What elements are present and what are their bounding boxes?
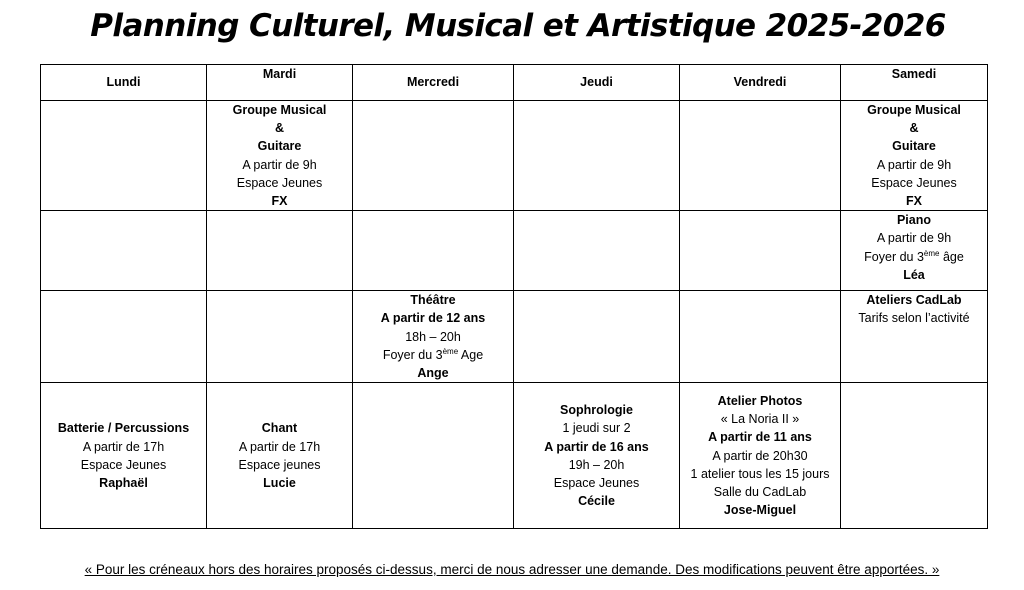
table-row	[41, 211, 988, 291]
footer-note: « Pour les créneaux hors des horaires proposés ci-dessus, merci de nous adresser une demande. Des modifications peuvent être apportées. »	[84, 562, 940, 577]
activity-place: Foyer du 3ème Age	[382, 346, 484, 362]
activity-teacher: Cécile	[578, 494, 615, 509]
header-jeudi: Jeudi	[514, 65, 680, 101]
cell-mercredi	[353, 101, 514, 211]
activity-place: Espace Jeunes	[80, 457, 167, 472]
header-samedi: Samedi	[841, 65, 988, 101]
activity-age: A partir de 16 ans	[544, 439, 649, 454]
activity-place: Salle du CadLab	[713, 485, 807, 500]
activity-name: Théâtre	[410, 293, 456, 308]
table-row	[41, 383, 988, 529]
activity-teacher: Jose-Miguel	[723, 503, 797, 518]
activity-teacher: Raphaël	[99, 475, 148, 490]
activity-frequency: 1 jeudi sur 2	[562, 421, 631, 436]
activity-time: A partir de 9h	[876, 157, 952, 172]
cell-samedi	[841, 383, 988, 529]
activity-place: Espace Jeunes	[871, 175, 957, 190]
cell-lundi	[41, 101, 207, 211]
cell-mercredi-theatre	[353, 291, 514, 383]
cell-mardi	[207, 291, 353, 383]
activity-time: A partir de 9h	[242, 157, 317, 172]
header-mercredi: Mercredi	[353, 65, 514, 101]
cell-mardi-chant	[207, 383, 353, 529]
activity-name: &	[909, 121, 919, 136]
activity-teacher: FX	[271, 194, 288, 209]
activity-place: Espace jeunes	[238, 457, 321, 472]
activity-teacher: Léa	[903, 267, 925, 282]
table-row	[41, 101, 988, 211]
activity-time: A partir de 17h	[238, 439, 321, 454]
cell-jeudi	[514, 101, 680, 211]
header-lundi: Lundi	[41, 65, 207, 101]
activity-place: Foyer du 3ème âge	[864, 248, 964, 264]
cell-jeudi	[514, 291, 680, 383]
activity-name: Atelier Photos	[717, 394, 803, 409]
cell-vendredi	[680, 291, 841, 383]
schedule-table	[40, 64, 988, 529]
cell-lundi	[41, 291, 207, 383]
activity-name: Guitare	[257, 139, 302, 154]
cell-mercredi	[353, 383, 514, 529]
cell-mardi	[207, 211, 353, 291]
cell-samedi-groupe-musical	[841, 101, 988, 211]
activity-age: A partir de 11 ans	[708, 430, 812, 445]
page-title: Planning Culturel, Musical et Artistique 2025-2026	[90, 8, 946, 44]
cell-lundi	[41, 211, 207, 291]
activity-time: 19h – 20h	[568, 457, 625, 472]
activity-name: Groupe Musical	[232, 103, 327, 117]
activity-name: Batterie / Percussions	[57, 421, 190, 436]
cell-jeudi-sophrologie	[514, 383, 680, 529]
header-mardi: Mardi	[207, 65, 353, 101]
activity-name: Chant	[261, 421, 298, 436]
activity-info: Tarifs selon l’activité	[858, 311, 970, 326]
activity-place: Espace Jeunes	[236, 175, 323, 190]
cell-jeudi	[514, 211, 680, 291]
table-row	[41, 291, 988, 383]
cell-mercredi	[353, 211, 514, 291]
activity-name: Guitare	[892, 139, 936, 154]
activity-teacher: FX	[906, 194, 922, 209]
activity-subtitle: « La Noria II »	[720, 412, 800, 427]
activity-teacher: Lucie	[263, 475, 296, 490]
activity-place: Espace Jeunes	[553, 475, 640, 490]
cell-mardi-groupe-musical	[207, 101, 353, 211]
header-vendredi: Vendredi	[680, 65, 841, 101]
activity-age: A partir de 12 ans	[380, 311, 486, 326]
activity-time: 18h – 20h	[405, 329, 461, 344]
activity-name: &	[274, 121, 285, 136]
activity-frequency: 1 atelier tous les 15 jours	[690, 466, 830, 481]
activity-teacher: Ange	[417, 366, 449, 381]
cell-vendredi-atelier-photos	[680, 383, 841, 529]
table-header-row	[41, 65, 988, 101]
activity-name: Groupe Musical	[867, 103, 961, 117]
activity-name: Ateliers CadLab	[866, 293, 962, 308]
activity-time: A partir de 9h	[876, 231, 952, 246]
cell-samedi-piano	[841, 211, 988, 291]
cell-vendredi	[680, 101, 841, 211]
cell-vendredi	[680, 211, 841, 291]
activity-time: A partir de 17h	[82, 439, 165, 454]
cell-samedi-cadlab	[841, 291, 988, 383]
cell-lundi-batterie	[41, 383, 207, 529]
activity-name: Sophrologie	[560, 403, 633, 418]
activity-time: A partir de 20h30	[712, 448, 808, 463]
activity-name: Piano	[896, 213, 932, 228]
